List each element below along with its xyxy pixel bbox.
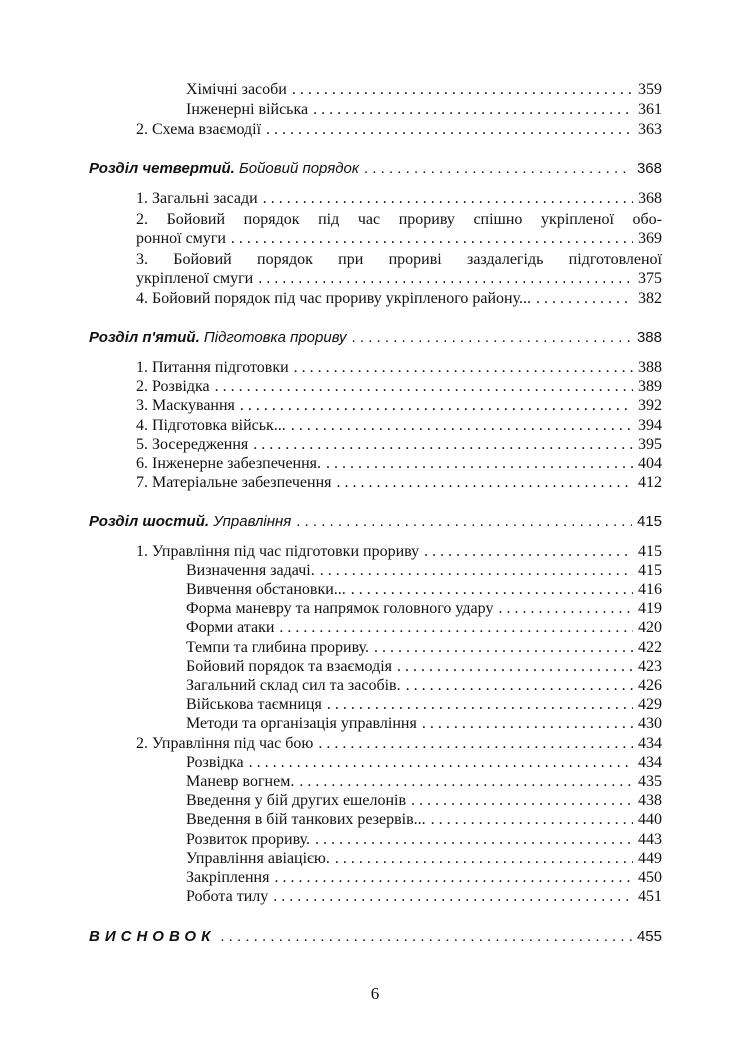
- toc-page-number: 388: [638, 359, 662, 376]
- dot-leader: [294, 358, 633, 377]
- toc-page-number: 419: [638, 600, 662, 617]
- dot-leader: [406, 676, 633, 695]
- section-title: Управління: [209, 513, 292, 530]
- toc-title: 1. Управління під час підготовки прориву: [136, 543, 420, 560]
- dot-leader: [313, 100, 633, 119]
- toc-page-number: 451: [638, 888, 662, 905]
- toc-page-number: 412: [638, 474, 662, 491]
- toc-page-number: 368: [638, 190, 662, 207]
- toc-title: Форма маневру та напрямок головного удару: [186, 600, 494, 617]
- toc-page-number: 415: [636, 513, 662, 530]
- toc-section[interactable]: [89, 927, 662, 946]
- toc-title: Розвиток прориву.: [186, 831, 311, 848]
- toc-entry[interactable]: [136, 120, 662, 139]
- dot-leader: [352, 328, 632, 347]
- toc-title: Форми атаки: [186, 619, 275, 636]
- dot-leader: [536, 289, 633, 308]
- toc-title: 1. Питання підготовки: [136, 359, 289, 376]
- toc-title: Визначення задачі.: [186, 562, 315, 579]
- toc-page-number: 416: [638, 581, 662, 598]
- toc-entry[interactable]: [136, 454, 662, 473]
- dot-leader: [292, 80, 633, 99]
- toc-entry[interactable]: [136, 358, 662, 377]
- toc-title: 3. Маскування: [136, 397, 235, 414]
- toc-page-number: 422: [638, 639, 662, 656]
- toc-page-number: 434: [638, 754, 662, 771]
- toc-title: укріпленої смуги: [136, 270, 254, 287]
- toc-title: Темпи та глибина прориву.: [186, 639, 369, 656]
- toc-entry[interactable]: [136, 396, 662, 415]
- toc-page-number: 382: [638, 290, 662, 307]
- dot-leader: [299, 772, 633, 791]
- dot-leader: [291, 416, 633, 435]
- toc-title: Хімічні засоби: [186, 81, 287, 98]
- toc-entry[interactable]: [186, 849, 662, 868]
- section-title: Бойовий порядок: [234, 160, 359, 177]
- toc-entry[interactable]: [186, 599, 662, 618]
- toc-page-number: 388: [636, 329, 662, 346]
- toc-entry[interactable]: [186, 772, 662, 791]
- dot-leader: [397, 657, 633, 676]
- toc-title: 4. Підготовка військ...: [136, 417, 286, 434]
- toc-entry[interactable]: [186, 561, 662, 580]
- toc-entry[interactable]: [136, 377, 662, 396]
- dot-leader: [411, 791, 633, 810]
- toc-title: Введення у бій других ешелонів: [186, 792, 407, 809]
- dot-leader: [249, 753, 633, 772]
- dot-leader: [258, 269, 633, 288]
- toc-title: [89, 927, 215, 946]
- toc-page-number: 440: [638, 811, 662, 828]
- dot-leader: [315, 830, 633, 849]
- dot-leader: [253, 435, 633, 454]
- toc-entry[interactable]: [186, 868, 662, 887]
- toc-title: [89, 512, 291, 531]
- toc-entry[interactable]: [136, 229, 662, 248]
- dot-leader: [431, 810, 633, 829]
- toc-entry[interactable]: [186, 618, 662, 637]
- toc-title: Вивчення обстановки...: [186, 581, 346, 598]
- toc-page-number: 394: [638, 417, 662, 434]
- toc-page-number: 363: [638, 121, 662, 138]
- section-label: Розділ п'ятий.: [89, 329, 200, 346]
- toc-page-number: 434: [638, 735, 662, 752]
- dot-leader: [320, 561, 633, 580]
- toc-entry[interactable]: [186, 80, 662, 99]
- toc-page-number: 443: [638, 831, 662, 848]
- toc-title: Робота тилу: [186, 888, 269, 905]
- toc-entry-line: 3. Бойовий порядок при прориві заздалегідь підготовленої: [136, 251, 662, 268]
- toc-entry[interactable]: [136, 189, 662, 208]
- toc-page-number: 423: [638, 658, 662, 675]
- toc-title: Управління авіацією.: [186, 850, 330, 867]
- toc-title: Методи та організація управління: [186, 715, 417, 732]
- toc-entry[interactable]: [186, 791, 662, 810]
- toc-title: 4. Бойовий порядок під час прориву укріпленого району...: [136, 290, 532, 307]
- toc-entry[interactable]: [136, 269, 662, 288]
- dot-leader: [279, 618, 633, 637]
- toc-page-number: 389: [638, 378, 662, 395]
- toc-title: Військова таємниця: [186, 696, 322, 713]
- toc-title: 5. Зосередження: [136, 436, 249, 453]
- toc-entry[interactable]: [186, 753, 662, 772]
- dot-leader: [326, 454, 633, 473]
- section-label: ВИСНОВОК: [89, 928, 216, 945]
- toc-entry[interactable]: [136, 435, 662, 454]
- dot-leader: [220, 927, 632, 946]
- dot-leader: [335, 849, 633, 868]
- toc-title: [89, 328, 347, 347]
- toc-entry[interactable]: [186, 638, 662, 657]
- toc-section[interactable]: [89, 328, 662, 347]
- toc-title: Загальний склад сил та засобів.: [186, 677, 401, 694]
- toc-page-number: 430: [638, 715, 662, 732]
- dot-leader: [215, 377, 633, 396]
- toc-page-number: 420: [638, 619, 662, 636]
- dot-leader: [364, 159, 632, 178]
- toc-page-number: 359: [638, 81, 662, 98]
- toc-entry-line: 2. Бойовий порядок під час прориву спішно укріпленої обо-: [136, 211, 662, 228]
- page-number: 6: [370, 984, 380, 1003]
- toc-page-number: 368: [636, 160, 662, 177]
- dot-leader: [274, 868, 633, 887]
- dot-leader: [273, 887, 633, 906]
- section-title: Підготовка прориву: [199, 329, 347, 346]
- toc-title: 2. Розвідка: [136, 378, 210, 395]
- toc-page-number: 438: [638, 792, 662, 809]
- dot-leader: [231, 229, 633, 248]
- dot-leader: [422, 714, 633, 733]
- toc-page-number: 455: [636, 928, 662, 945]
- toc-page-number: 429: [638, 696, 662, 713]
- toc-entry[interactable]: [136, 542, 662, 561]
- toc-page-number: 415: [638, 562, 662, 579]
- toc-entry[interactable]: [186, 887, 662, 906]
- toc-entry[interactable]: [136, 734, 662, 753]
- toc-title: 2. Управління під час бою: [136, 735, 314, 752]
- toc-page-number: 375: [638, 270, 662, 287]
- toc-page-number: 435: [638, 773, 662, 790]
- toc-entry[interactable]: [136, 473, 662, 492]
- toc-page-number: 395: [638, 436, 662, 453]
- section-label: Розділ шостий.: [89, 513, 210, 530]
- toc-page-number: 426: [638, 677, 662, 694]
- toc-title: Розвідка: [186, 754, 244, 771]
- dot-leader: [240, 396, 633, 415]
- toc-title: Закріплення: [186, 869, 270, 886]
- dot-leader: [266, 120, 633, 139]
- toc-title: Інженерні війська: [186, 101, 309, 118]
- toc-entry[interactable]: [186, 580, 662, 599]
- toc-title: 1. Загальні засади: [136, 190, 258, 207]
- dot-leader: [337, 473, 633, 492]
- toc-page-number: 449: [638, 850, 662, 867]
- toc-entry[interactable]: [186, 810, 662, 829]
- dot-leader: [263, 189, 633, 208]
- toc-title: 6. Інженерне забезпечення.: [136, 455, 322, 472]
- toc-page-number: 450: [638, 869, 662, 886]
- toc-title: 7. Матеріальне забезпечення: [136, 474, 332, 491]
- toc-page-number: 392: [638, 397, 662, 414]
- toc-title: Бойовий порядок та взаємодія: [186, 658, 393, 675]
- toc-title: Введення в бій танкових резервів...: [186, 811, 426, 828]
- toc-page-number: 369: [638, 230, 662, 247]
- section-label: Розділ четвертий.: [89, 160, 235, 177]
- toc-entry[interactable]: [136, 289, 662, 308]
- dot-leader: [327, 695, 633, 714]
- toc-entry[interactable]: [136, 416, 662, 435]
- toc-entry[interactable]: [186, 695, 662, 714]
- toc-page-number: 404: [638, 455, 662, 472]
- toc-section[interactable]: [89, 159, 662, 178]
- dot-leader: [318, 734, 633, 753]
- toc-title: ронної смуги: [136, 230, 226, 247]
- toc-entry[interactable]: [186, 714, 662, 733]
- toc-page-number: 361: [638, 101, 662, 118]
- dot-leader: [374, 638, 633, 657]
- toc-entry[interactable]: [186, 676, 662, 695]
- toc-title: Маневр вогнем.: [186, 773, 295, 790]
- toc-title: 2. Схема взаємодії: [136, 121, 262, 138]
- dot-leader: [296, 512, 632, 531]
- toc-section[interactable]: [89, 512, 662, 531]
- toc-entry[interactable]: [186, 657, 662, 676]
- dot-leader: [424, 542, 633, 561]
- dot-leader: [498, 599, 633, 618]
- dot-leader: [351, 580, 633, 599]
- toc-entry[interactable]: [186, 100, 662, 119]
- toc-title: [89, 159, 359, 178]
- toc-entry[interactable]: [186, 830, 662, 849]
- toc-page-number: 415: [638, 543, 662, 560]
